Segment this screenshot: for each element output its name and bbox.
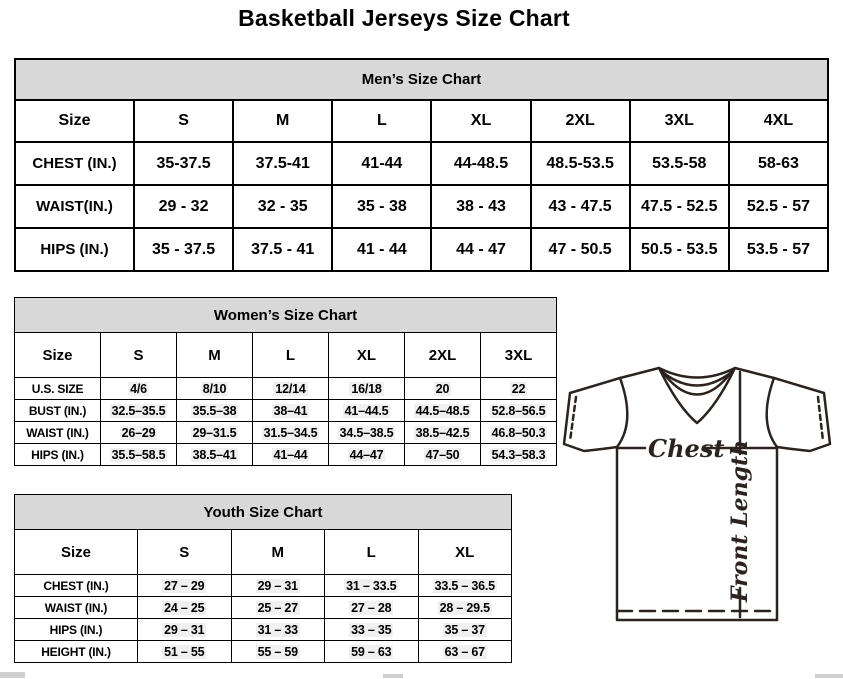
size-value: 29 – 31 (164, 622, 205, 637)
size-value: 25 – 27 (257, 600, 298, 615)
size-value-cell (481, 444, 557, 466)
row-label: U.S. SIZE (15, 378, 101, 400)
size-value-cell (481, 378, 557, 400)
size-value: 22 (511, 381, 526, 396)
size-value-cell (325, 641, 419, 663)
size-value-cell (329, 422, 405, 444)
column-header: M (233, 100, 332, 142)
size-value-cell (134, 142, 233, 185)
size-value-cell (231, 597, 325, 619)
column-header: M (231, 530, 325, 575)
row-label: CHEST (IN.) (15, 575, 138, 597)
women-data-row (15, 400, 557, 422)
page-title: Basketball Jerseys Size Chart (238, 5, 570, 31)
men-data-row (15, 142, 828, 185)
row-label: HIPS (IN.) (15, 444, 101, 466)
men-table-band (15, 59, 828, 100)
size-value: 16/18 (351, 381, 382, 396)
chest-measurement-label: Chest (648, 434, 725, 463)
column-header: 4XL (729, 100, 828, 142)
size-value-cell (138, 597, 232, 619)
size-value: 29 - 32 (158, 197, 209, 215)
front-length-measurement-label: Front Length (727, 439, 753, 603)
size-value-cell (329, 444, 405, 466)
size-value-cell (329, 400, 405, 422)
jersey-outline (564, 368, 830, 620)
size-value-cell (405, 444, 481, 466)
column-header: 2XL (531, 100, 630, 142)
size-value-cell (233, 228, 332, 271)
size-value-cell (431, 228, 530, 271)
column-header: Size (15, 333, 101, 378)
size-value-cell (405, 422, 481, 444)
size-value-cell (134, 228, 233, 271)
size-value: 44-48.5 (453, 154, 509, 172)
row-label: CHEST (IN.) (15, 142, 134, 185)
column-header: S (134, 100, 233, 142)
size-value: 52.5 - 57 (746, 197, 810, 215)
size-value: 27 – 29 (164, 578, 205, 593)
size-value: 59 – 63 (351, 644, 392, 659)
youth-data-row (15, 619, 512, 641)
women-data-row (15, 378, 557, 400)
jersey-measurement-diagram (556, 360, 838, 628)
column-header: Size (15, 530, 138, 575)
row-label: WAIST(IN.) (15, 185, 134, 228)
size-value-cell (325, 575, 419, 597)
size-value: 27 – 28 (351, 600, 392, 615)
size-value: 53.5-58 (652, 154, 707, 172)
cropped-content-artifact (383, 674, 403, 678)
size-value-cell (138, 641, 232, 663)
size-value: 43 - 47.5 (548, 197, 612, 215)
size-value: 38 - 43 (456, 197, 506, 215)
size-value: 20 (435, 381, 450, 396)
size-value: 8/10 (202, 381, 227, 396)
size-value: 34.5–38.5 (339, 425, 394, 440)
size-value: 41 - 44 (356, 240, 407, 258)
size-value-cell (138, 575, 232, 597)
size-value: 31 – 33.5 (346, 578, 397, 593)
size-value: 51 – 55 (164, 644, 205, 659)
size-value-cell (405, 378, 481, 400)
size-value-cell (630, 142, 729, 185)
size-value: 54.3–58.3 (491, 447, 546, 462)
size-value-cell (418, 575, 512, 597)
size-value-cell (418, 619, 512, 641)
youth-data-row (15, 575, 512, 597)
size-value-cell (481, 400, 557, 422)
women-table-title: Women’s Size Chart (15, 298, 557, 333)
size-value: 53.5 - 57 (746, 240, 810, 258)
size-value: 50.5 - 53.5 (641, 240, 718, 258)
size-value-cell (431, 142, 530, 185)
size-value-cell (231, 575, 325, 597)
size-value-cell (101, 444, 177, 466)
size-value: 32 - 35 (257, 197, 308, 215)
size-value-cell (253, 378, 329, 400)
youth-data-row (15, 597, 512, 619)
size-value: 41-44 (361, 154, 403, 172)
size-value: 35 – 37 (444, 622, 485, 637)
size-value-cell (332, 142, 431, 185)
size-value-cell (253, 422, 329, 444)
size-value-cell (233, 142, 332, 185)
women-table-band (15, 298, 557, 333)
row-label: HIPS (IN.) (15, 228, 134, 271)
size-value-cell (729, 185, 828, 228)
size-value-cell (101, 400, 177, 422)
column-header: L (325, 530, 419, 575)
size-value-cell (253, 400, 329, 422)
column-header: S (101, 333, 177, 378)
size-value: 35.5–58.5 (111, 447, 166, 462)
size-value-cell (630, 228, 729, 271)
column-header: XL (329, 333, 405, 378)
size-value-cell (431, 185, 530, 228)
size-value-cell (332, 228, 431, 271)
size-value-cell (231, 619, 325, 641)
size-value: 24 – 25 (164, 600, 205, 615)
column-header: XL (431, 100, 530, 142)
column-header: S (138, 530, 232, 575)
size-value-cell (101, 378, 177, 400)
size-value: 12/14 (275, 381, 306, 396)
men-data-row (15, 185, 828, 228)
row-label: WAIST (IN.) (15, 597, 138, 619)
size-value: 44.5–48.5 (415, 403, 470, 418)
size-value: 31.5–34.5 (263, 425, 318, 440)
size-value: 26–29 (121, 425, 156, 440)
size-value: 35-37.5 (156, 154, 211, 172)
size-value-cell (531, 142, 630, 185)
column-header: 3XL (481, 333, 557, 378)
size-value: 52.8–56.5 (491, 403, 546, 418)
size-value: 29–31.5 (192, 425, 237, 440)
size-value-cell (332, 185, 431, 228)
men-table-title: Men’s Size Chart (15, 59, 828, 100)
mens-size-chart-table (14, 58, 829, 272)
size-value: 38–41 (273, 403, 308, 418)
size-value-cell (233, 185, 332, 228)
size-value-cell (138, 619, 232, 641)
size-value: 37.5-41 (255, 154, 310, 172)
women-header-row (15, 333, 557, 378)
men-header-row (15, 100, 828, 142)
size-value: 41–44 (273, 447, 308, 462)
youth-header-row (15, 530, 512, 575)
size-value-cell (177, 400, 253, 422)
size-value: 35.5–38 (192, 403, 237, 418)
size-value: 63 – 67 (444, 644, 485, 659)
column-header: M (177, 333, 253, 378)
column-header: 2XL (405, 333, 481, 378)
size-value-cell (630, 185, 729, 228)
row-label: BUST (IN.) (15, 400, 101, 422)
size-value: 33.5 – 36.5 (434, 578, 495, 593)
size-value-cell (101, 422, 177, 444)
size-value-cell (418, 597, 512, 619)
size-value: 46.8–50.3 (491, 425, 546, 440)
size-value-cell (531, 185, 630, 228)
size-value: 47–50 (425, 447, 460, 462)
size-value-cell (177, 378, 253, 400)
men-data-row (15, 228, 828, 271)
size-value-cell (329, 378, 405, 400)
cropped-content-artifact (0, 672, 25, 678)
women-data-row (15, 444, 557, 466)
cropped-content-artifact (815, 674, 843, 678)
youth-size-chart-table (14, 494, 512, 663)
size-value: 32.5–35.5 (111, 403, 166, 418)
size-value: 35 - 37.5 (151, 240, 216, 258)
size-value-cell (134, 185, 233, 228)
size-value: 33 – 35 (351, 622, 392, 637)
size-value: 28 – 29.5 (439, 600, 490, 615)
size-value-cell (253, 444, 329, 466)
column-header: XL (418, 530, 512, 575)
size-value: 29 – 31 (257, 578, 298, 593)
size-value: 44–47 (349, 447, 384, 462)
column-header: L (332, 100, 431, 142)
size-value: 47.5 - 52.5 (641, 197, 718, 215)
size-value: 47 - 50.5 (548, 240, 612, 258)
size-value: 41–44.5 (344, 403, 389, 418)
size-value: 58-63 (757, 154, 799, 172)
size-value: 37.5 - 41 (251, 240, 315, 258)
size-value-cell (729, 142, 828, 185)
size-value: 38.5–41 (192, 447, 237, 462)
women-data-row (15, 422, 557, 444)
size-value-cell (177, 444, 253, 466)
row-label: WAIST (IN.) (15, 422, 101, 444)
size-value: 55 – 59 (257, 644, 298, 659)
size-value-cell (405, 400, 481, 422)
column-header: 3XL (630, 100, 729, 142)
size-value: 48.5-53.5 (546, 154, 614, 172)
row-label: HEIGHT (IN.) (15, 641, 138, 663)
womens-size-chart-table (14, 297, 557, 466)
size-value-cell (231, 641, 325, 663)
size-value-cell (325, 619, 419, 641)
size-value-cell (418, 641, 512, 663)
size-value: 31 – 33 (257, 622, 298, 637)
youth-table-title: Youth Size Chart (15, 495, 512, 530)
column-header: Size (15, 100, 134, 142)
column-header: L (253, 333, 329, 378)
youth-table-band (15, 495, 512, 530)
size-value-cell (325, 597, 419, 619)
size-value-cell (729, 228, 828, 271)
size-value-cell (177, 422, 253, 444)
size-value: 44 - 47 (456, 240, 506, 258)
size-value-cell (481, 422, 557, 444)
size-value: 35 - 38 (356, 197, 407, 215)
size-value-cell (531, 228, 630, 271)
youth-data-row (15, 641, 512, 663)
size-value: 4/6 (130, 381, 147, 396)
size-value: 38.5–42.5 (415, 425, 470, 440)
row-label: HIPS (IN.) (15, 619, 138, 641)
